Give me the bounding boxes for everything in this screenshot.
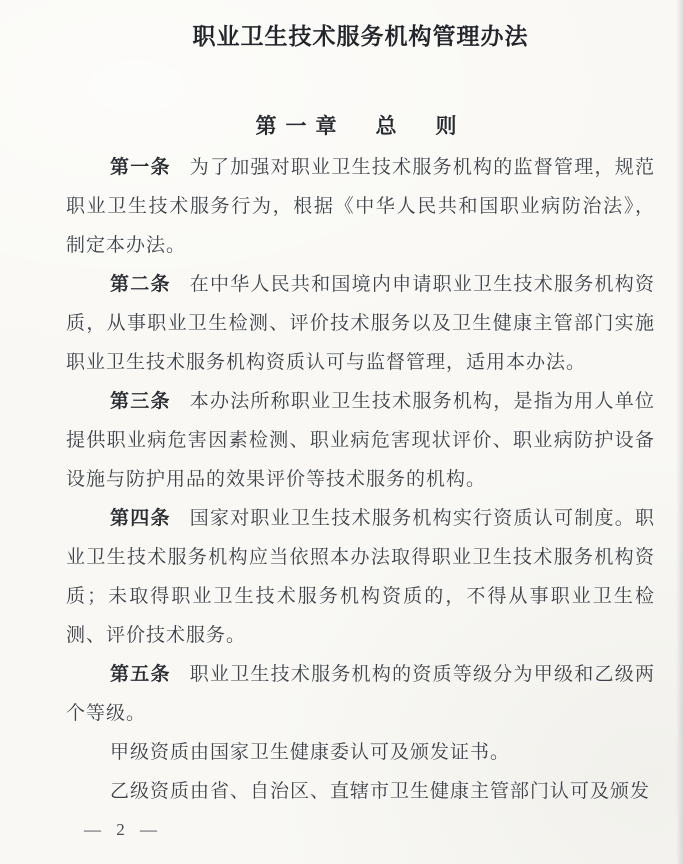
document-title: 职业卫生技术服务机构管理办法 bbox=[192, 24, 529, 49]
paragraph-text: 乙级资质由省、自治区、直辖市卫生健康主管部门认可及颁发 bbox=[110, 781, 651, 802]
article-paragraph bbox=[66, 265, 655, 382]
article-number: 第四条 bbox=[110, 508, 171, 529]
paragraph-text: 甲级资质由国家卫生健康委认可及颁发证书。 bbox=[110, 742, 511, 763]
paragraph-text: 职业卫生技术服务机构的资质等级分为甲级和乙级两个等级。 bbox=[66, 664, 655, 724]
article-paragraph bbox=[66, 382, 655, 499]
article-number: 第一条 bbox=[110, 157, 171, 178]
chapter-heading: 第一章 总 则 bbox=[255, 114, 466, 138]
article-number: 第五条 bbox=[110, 664, 171, 685]
article-paragraph bbox=[66, 148, 655, 265]
article-number: 第三条 bbox=[110, 391, 171, 412]
paragraph-text: 本办法所称职业卫生技术服务机构，是指为用人单位提供职业病危害因素检测、职业病危害现状评价、职业病防护设备设施与防护用品的效果评价等技术服务的机构。 bbox=[66, 391, 655, 490]
paragraph-text: 国家对职业卫生技术服务机构实行资质认可制度。职业卫生技术服务机构应当依照本办法取得职业卫生技术服务机构资质；未取得职业卫生技术服务机构资质的，不得从事职业卫生检测、评价技术服务。 bbox=[66, 508, 655, 646]
paragraph-text: 为了加强对职业卫生技术服务机构的监督管理，规范职业卫生技术服务行为，根据《中华人民共和国职业病防治法》，制定本办法。 bbox=[66, 157, 655, 256]
document-body bbox=[66, 148, 655, 811]
paragraph-text: 在中华人民共和国境内申请职业卫生技术服务机构资质，从事职业卫生检测、评价技术服务以及卫生健康主管部门实施职业卫生技术服务机构资质认可与监督管理，适用本办法。 bbox=[66, 274, 655, 373]
page-number: — 2 — bbox=[84, 820, 158, 839]
article-number: 第二条 bbox=[110, 274, 171, 295]
article-paragraph bbox=[66, 733, 655, 772]
article-paragraph bbox=[66, 772, 655, 811]
article-paragraph bbox=[66, 655, 655, 733]
article-paragraph bbox=[66, 499, 655, 655]
